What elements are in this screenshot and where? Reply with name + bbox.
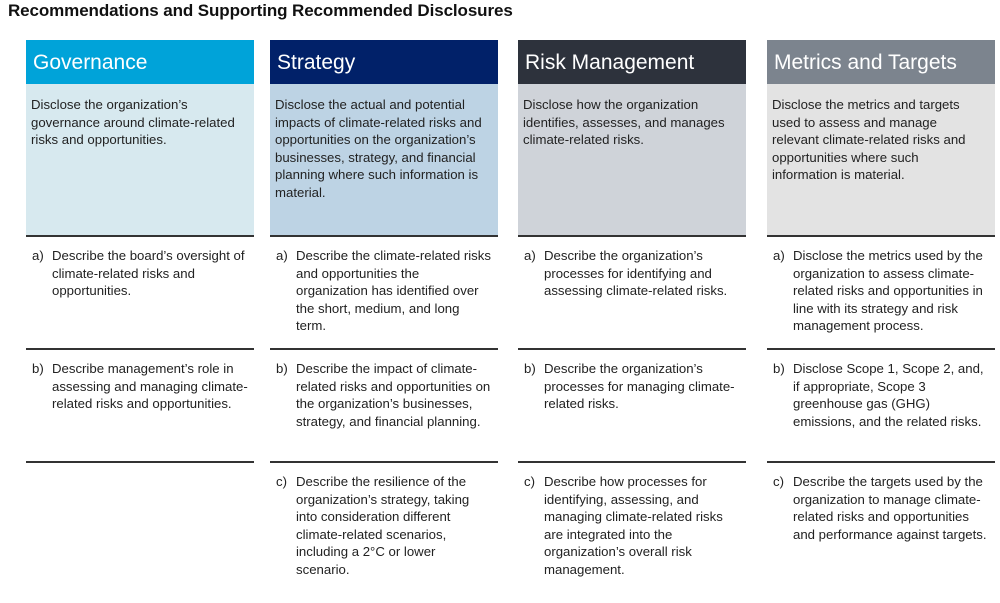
disclosure-item — [26, 360, 254, 413]
column-header: Strategy — [270, 40, 498, 84]
item-marker: a) — [524, 248, 536, 263]
item-text: Describe management’s role in assessing and managing climate-related risks and opportunities. — [52, 361, 248, 412]
item-marker: a) — [773, 248, 785, 263]
divider — [26, 461, 254, 463]
column-description: Disclose how the organization identifies, assesses, and manages climate-related risks. — [518, 84, 746, 235]
item-text: Describe the organization’s processes for identifying and assessing climate-related risks. — [544, 248, 728, 299]
disclosure-item — [518, 360, 746, 413]
disclosure-item — [270, 360, 498, 430]
item-marker: c) — [773, 474, 784, 489]
divider — [518, 235, 746, 237]
item-marker: a) — [32, 248, 44, 263]
divider — [518, 348, 746, 350]
divider — [767, 348, 995, 350]
column-header: Governance — [26, 40, 254, 84]
disclosure-item — [270, 473, 498, 579]
item-marker: b) — [276, 361, 288, 376]
item-marker: c) — [524, 474, 535, 489]
divider — [767, 235, 995, 237]
column-header: Metrics and Targets — [767, 40, 995, 84]
item-text: Describe the targets used by the organization to manage climate-related risks and opportunities and performance against targets. — [793, 474, 987, 542]
column-header: Risk Management — [518, 40, 746, 84]
divider — [26, 235, 254, 237]
divider — [270, 461, 498, 463]
item-marker: b) — [524, 361, 536, 376]
item-text: Describe how processes for identifying, assessing, and managing climate-related risks are integrated into the organization’s overall risk management. — [544, 474, 723, 577]
disclosure-item — [767, 360, 995, 430]
item-marker: c) — [276, 474, 287, 489]
disclosure-item — [767, 247, 995, 335]
column-description: Disclose the organization’s governance around climate-related risks and opportunities. — [26, 84, 254, 235]
disclosure-item — [518, 473, 746, 579]
item-text: Describe the organization’s processes for managing climate-related risks. — [544, 361, 735, 412]
item-text: Describe the resilience of the organization’s strategy, taking into consideration different climate-related scenarios, including a 2°C or lower scenario. — [296, 474, 470, 577]
item-marker: a) — [276, 248, 288, 263]
item-text: Describe the impact of climate-related risks and opportunities on the organization’s businesses, strategy, and financial planning. — [296, 361, 491, 429]
divider — [26, 348, 254, 350]
divider — [767, 461, 995, 463]
item-text: Describe the board’s oversight of climate-related risks and opportunities. — [52, 248, 245, 299]
column-risk-management — [518, 40, 746, 235]
divider — [270, 348, 498, 350]
disclosure-item — [518, 247, 746, 300]
column-description: Disclose the actual and potential impacts of climate-related risks and opportunities on the organization’s businesses, strategy, and financial planning where such information is material. — [270, 84, 498, 235]
column-strategy — [270, 40, 498, 235]
item-text: Disclose the metrics used by the organization to assess climate-related risks and opportunities in line with its strategy and risk management process. — [793, 248, 983, 334]
column-governance — [26, 40, 254, 235]
column-metrics-and-targets — [767, 40, 995, 235]
column-description: Disclose the metrics and targets used to assess and manage relevant climate-related risks and opportunities where such information is material. — [767, 84, 995, 235]
divider — [518, 461, 746, 463]
item-text: Disclose Scope 1, Scope 2, and, if appropriate, Scope 3 greenhouse gas (GHG) emissions, and the related risks. — [793, 361, 984, 429]
disclosure-item — [270, 247, 498, 335]
item-text: Describe the climate-related risks and opportunities the organization has identified over the short, medium, and long term. — [296, 248, 491, 334]
item-marker: b) — [773, 361, 785, 376]
disclosure-item — [26, 247, 254, 300]
item-marker: b) — [32, 361, 44, 376]
disclosure-item — [767, 473, 995, 543]
page-title: Recommendations and Supporting Recommended Disclosures — [8, 1, 513, 20]
divider — [270, 235, 498, 237]
